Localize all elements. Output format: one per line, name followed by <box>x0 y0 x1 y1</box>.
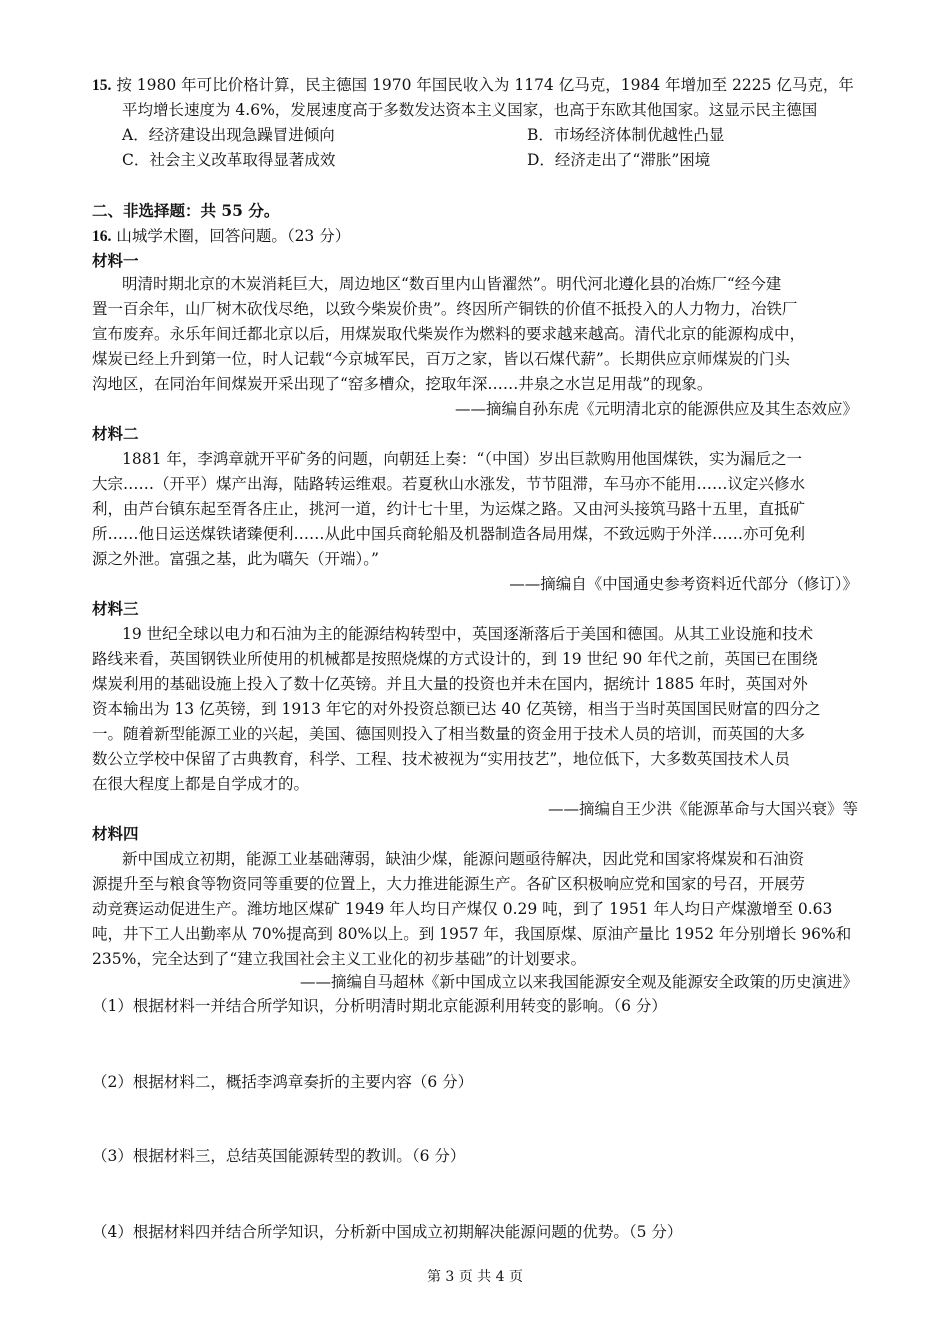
material2-line: 利，由芦台镇东起至胥各庄止，挑河一道，约计七十里，为运煤之路。又由河头接筑马路十五里，直抵矿 <box>92 500 806 518</box>
q15-stem-text1: 按 1980 年可比价格计算，民主德国 1970 年国民收入为 1174 亿马克，1984 年增加至 2225 亿马克，年 <box>116 76 854 94</box>
material1-source: ——摘编自孙东虎《元明清北京的能源供应及其生态效应》 <box>454 400 858 418</box>
material1-line: 置一百余年，山厂树木砍伐尽绝，以致今柴炭价贵”。终因所产铜铁的价值不抵投入的人力物力，冶铁厂 <box>92 300 798 318</box>
q15-option-d: D．经济走出了“滞胀”困境 <box>527 151 711 169</box>
material1-line: 明清时期北京的木炭消耗巨大，周边地区“数百里内山皆濯然”。明代河北遵化县的冶炼厂“经今建 <box>122 275 782 293</box>
material2-line: 大宗……（开平）煤产出海，陆路转运维艰。若夏秋山水涨发，节节阻滞，车马亦不能用……议定兴修水 <box>92 475 806 493</box>
q16-subquestion-1: （1）根据材料一并结合所学知识，分析明清时期北京能源利用转变的影响。（6 分） <box>92 997 667 1015</box>
q16-stem-text: 山城学术圈，回答问题。（23 分） <box>116 227 351 245</box>
q15-stem-line2: 平均增长速度为 4.6%，发展速度高于多数发达资本主义国家，也高于东欧其他国家。这显示民主德国 <box>122 101 818 119</box>
material2-line: 所……他日运送煤铁诸臻便利……从此中国兵商轮船及机器制造各局用煤，不致远购于外洋……亦可免利 <box>92 525 806 543</box>
material1-line: 煤炭已经上升到第一位，时人记载“今京城军民，百万之家，皆以石煤代薪”。长期供应京师煤炭的门头 <box>92 350 790 368</box>
page-footer: 第 3 页 共 4 页 <box>426 1269 524 1285</box>
material4-line: 动竞赛运动促进生产。潍坊地区煤矿 1949 年人均日产煤仅 0.29 吨，到了 1951 年人均日产煤激增至 0.63 <box>92 900 833 918</box>
q15-option-c: C．社会主义改革取得显著成效 <box>122 151 336 169</box>
material1-line: 沟地区，在同治年间煤炭开采出现了“窑多槽众，挖取年深……井泉之水岂足用哉”的现象。 <box>92 375 713 393</box>
material4-line: 吨，井下工人出勤率从 70%提高到 80%以上。到 1957 年，我国原煤、原油产量比 1952 年分别增长 96%和 <box>92 925 852 943</box>
material2-source: ——摘编自《中国通史参考资料近代部分（修订）》 <box>509 575 858 593</box>
material3-title: 材料三 <box>92 599 139 618</box>
q15-option-b: B．市场经济体制优越性凸显 <box>527 126 725 144</box>
material4-title: 材料四 <box>92 824 139 843</box>
material1-line: 宣布废弃。永乐年间迁都北京以后，用煤炭取代柴炭作为燃料的要求越来越高。清代北京的能源构成中， <box>92 325 806 343</box>
material2-line: 1881 年，李鸿章就开平矿务的问题，向朝廷上奏：“（中国）岁出巨款购用他国煤铁，实为漏卮之一 <box>122 450 803 468</box>
material2-title: 材料二 <box>92 424 139 443</box>
material3-line: 一。随着新型能源工业的兴起，美国、德国则投入了相当数量的资金用于技术人员的培训，而英国的大多 <box>92 725 806 743</box>
q16-subquestion-3: （3）根据材料三，总结英国能源转型的教训。（6 分） <box>92 1147 466 1165</box>
material4-source: ——摘编自马超林《新中国成立以来我国能源安全观及能源安全政策的历史演进》 <box>299 973 858 991</box>
material4-line: 235%，完全达到了“建立我国社会主义工业化的初步基础”的计划要求。 <box>92 950 587 968</box>
material3-line: 19 世纪全球以电力和石油为主的能源结构转型中，英国逐渐落后于美国和德国。从其工业设施和技术 <box>122 625 814 643</box>
material3-line: 数公立学校中保留了古典教育，科学、工程、技术被视为“实用技艺”，地位低下，大多数英国技术人员 <box>92 750 790 768</box>
material3-line: 煤炭利用的基础设施上投入了数十亿英镑。并且大量的投资也并未在国内，据统计 1885 年时，英国对外 <box>92 675 808 693</box>
material2-line: 源之外泄。富强之基，此为嚆矢（开端）。” <box>92 550 379 568</box>
q15-option-a: A．经济建设出现急躁冒进倾向 <box>122 126 335 144</box>
material3-line: 路线来看，英国钢铁业所使用的机械都是按照烧煤的方式设计的，到 19 世纪 90 年代之前，英国已在围绕 <box>92 650 818 668</box>
material3-line: 在很大程度上都是自学成才的。 <box>92 775 310 793</box>
q16-stem <box>92 225 350 248</box>
material4-line: 源提升至与粮食等物资同等重要的位置上，大力推进能源生产。各矿区积极响应党和国家的号召，开展劳 <box>92 875 806 893</box>
material4-line: 新中国成立初期，能源工业基础薄弱，缺油少煤，能源问题亟待解决，因此党和国家将煤炭和石油资 <box>122 850 805 868</box>
q16-subquestion-2: （2）根据材料二，概括李鸿章奏折的主要内容（6 分） <box>92 1073 474 1091</box>
q15-number: 15. <box>92 77 112 94</box>
material1-title: 材料一 <box>92 251 139 270</box>
q16-subquestion-4: （4）根据材料四并结合所学知识，分析新中国成立初期解决能源问题的优势。（5 分） <box>92 1223 683 1241</box>
section2-title: 二、非选择题：共 55 分。 <box>92 201 280 220</box>
material3-source: ——摘编自王少洪《能源革命与大国兴衰》等 <box>547 800 858 818</box>
q15-stem-line1 <box>92 74 862 97</box>
q16-number: 16. <box>92 228 112 245</box>
material3-line: 资本输出为 13 亿英镑，到 1913 年它的对外投资总额已达 40 亿英镑，相当于当时英国国民财富的四分之 <box>92 700 821 718</box>
